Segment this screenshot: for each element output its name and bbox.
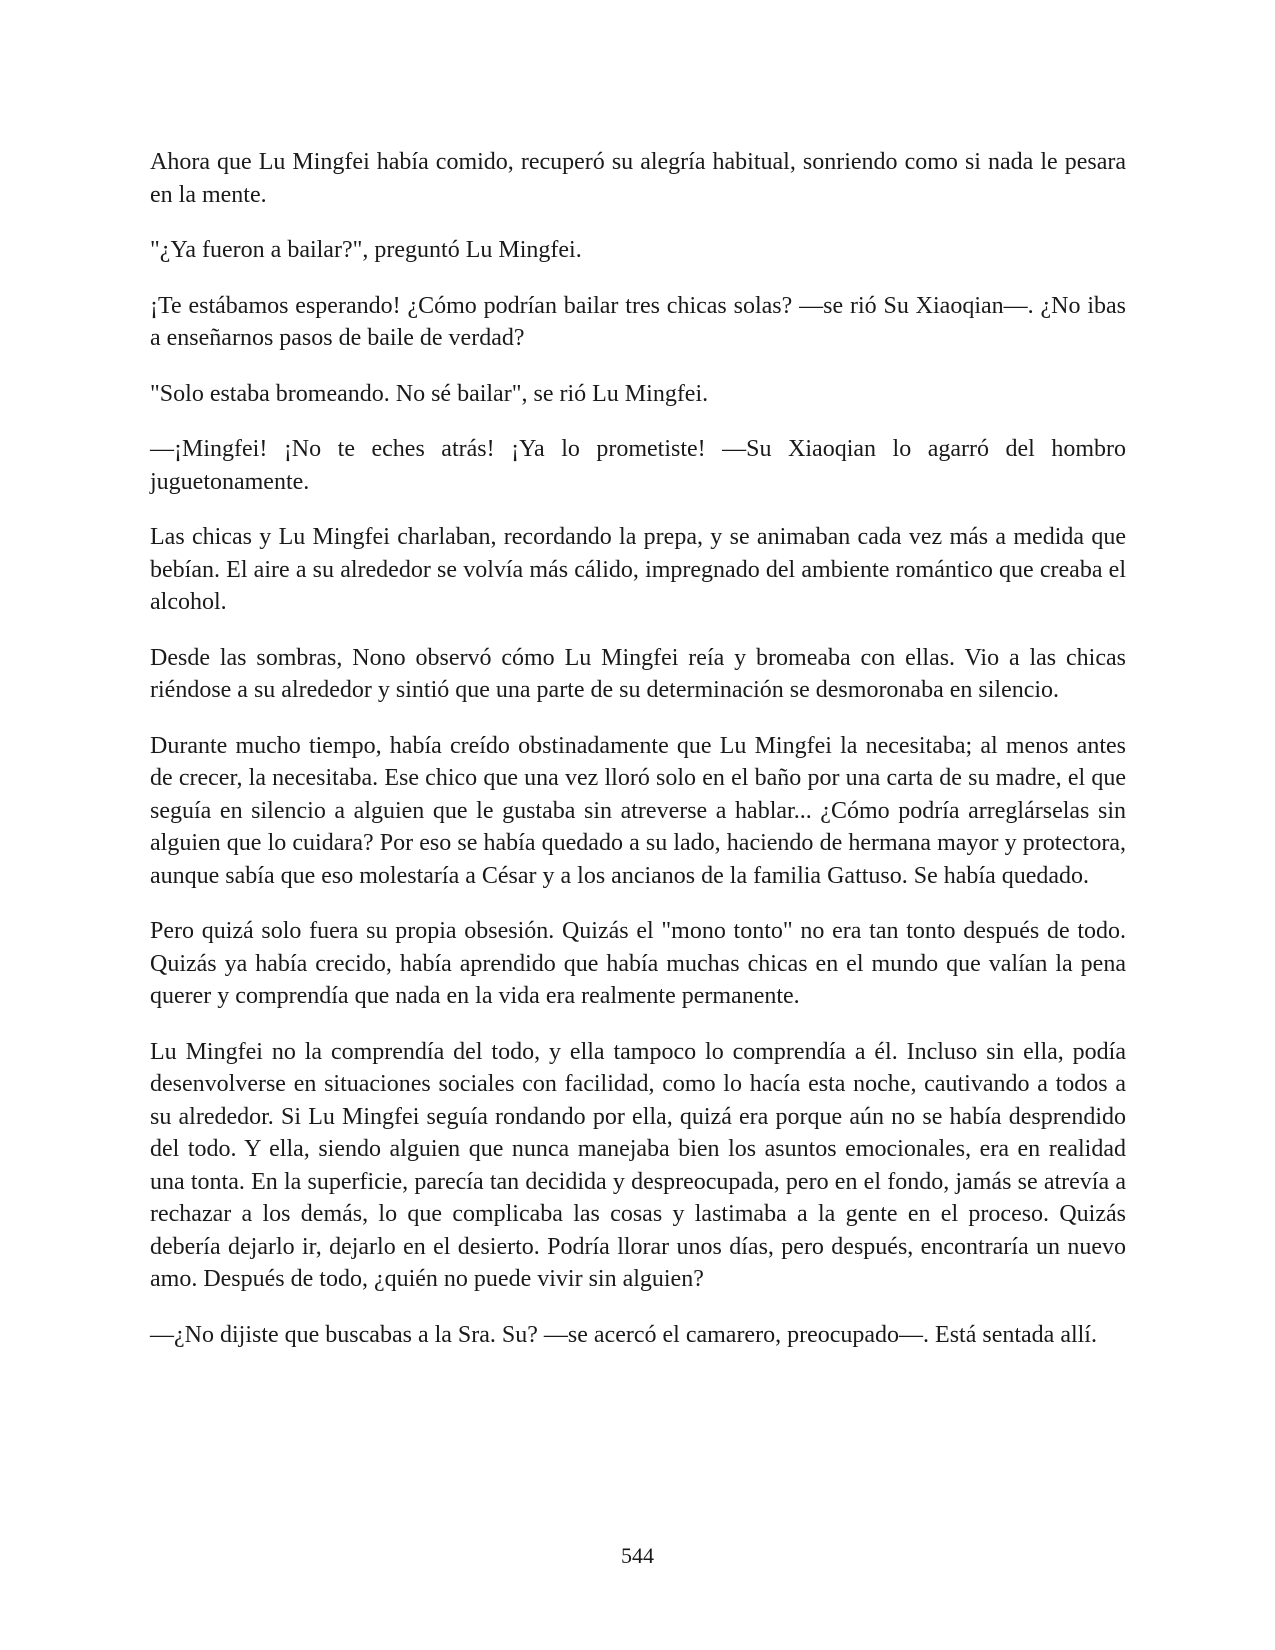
paragraph: ¡Te estábamos esperando! ¿Cómo podrían bailar tres chicas solas? —se rió Su Xiaoqian—. ¿No ibas a enseñarnos pasos de baile de verdad? — [150, 292, 1126, 351]
paragraph: Lu Mingfei no la comprendía del todo, y ella tampoco lo comprendía a él. Incluso sin ella, podía desenvolverse en situaciones sociales con facilidad, como lo hacía esta noche, cautivando a todos a su alrededor. Si Lu Mingfei seguía rondando por ella, quizá era porque aún no se había desprendido del todo. Y ella, siendo alguien que nunca manejaba bien los asuntos emocionales, era en realidad una tonta. En la superficie, parecía tan decidida y despreocupada, pero en el fondo, jamás se atrevía a rechazar a los demás, lo que complicaba las cosas y lastimaba a la gente en el proceso. Quizás debería dejarlo ir, dejarlo en el desierto. Podría llorar unos días, pero después, encontraría un nuevo amo. Después de todo, ¿quién no puede vivir sin alguien? — [150, 1038, 1126, 1292]
paragraph: "¿Ya fueron a bailar?", preguntó Lu Mingfei. — [150, 237, 582, 263]
body-text — [150, 146, 1126, 1374]
paragraph: Desde las sombras, Nono observó cómo Lu Mingfei reía y bromeaba con ellas. Vio a las chicas riéndose a su alrededor y sintió que una parte de su determinación se desmoronaba en silencio. — [150, 644, 1126, 703]
paragraph: Ahora que Lu Mingfei había comido, recuperó su alegría habitual, sonriendo como si nada le pesara en la mente. — [150, 149, 1126, 208]
paragraph: —¡Mingfei! ¡No te eches atrás! ¡Ya lo prometiste! —Su Xiaoqian lo agarró del hombro juguetonamente. — [150, 436, 1126, 495]
paragraph: Durante mucho tiempo, había creído obstinadamente que Lu Mingfei la necesitaba; al menos antes de crecer, la necesitaba. Ese chico que una vez lloró solo en el baño por una carta de su madre, el que seguía en silencio a alguien que le gustaba sin atreverse a hablar... ¿Cómo podría arreglárselas sin alguien que lo cuidara? Por eso se había quedado a su lado, haciendo de hermana mayor y protectora, aunque sabía que eso molestaría a César y a los ancianos de la familia Gattuso. Se había quedado. — [150, 732, 1126, 889]
paragraph: Pero quizá solo fuera su propia obsesión. Quizás el "mono tonto" no era tan tonto después de todo. Quizás ya había crecido, había aprendido que había muchas chicas en el mundo que valían la pena querer y comprendía que nada en la vida era realmente permanente. — [150, 918, 1126, 1009]
paragraph: "Solo estaba bromeando. No sé bailar", se rió Lu Mingfei. — [150, 380, 709, 407]
page-number: 544 — [621, 1543, 654, 1568]
paragraph: —¿No dijiste que buscabas a la Sra. Su? —se acercó el camarero, preocupado—. Está sentada allí. — [150, 1321, 1097, 1348]
paragraph: Las chicas y Lu Mingfei charlaban, recordando la prepa, y se animaban cada vez más a medida que bebían. El aire a su alrededor se volvía más cálido, impregnado del ambiente romántico que creaba el alcohol. — [150, 524, 1126, 615]
